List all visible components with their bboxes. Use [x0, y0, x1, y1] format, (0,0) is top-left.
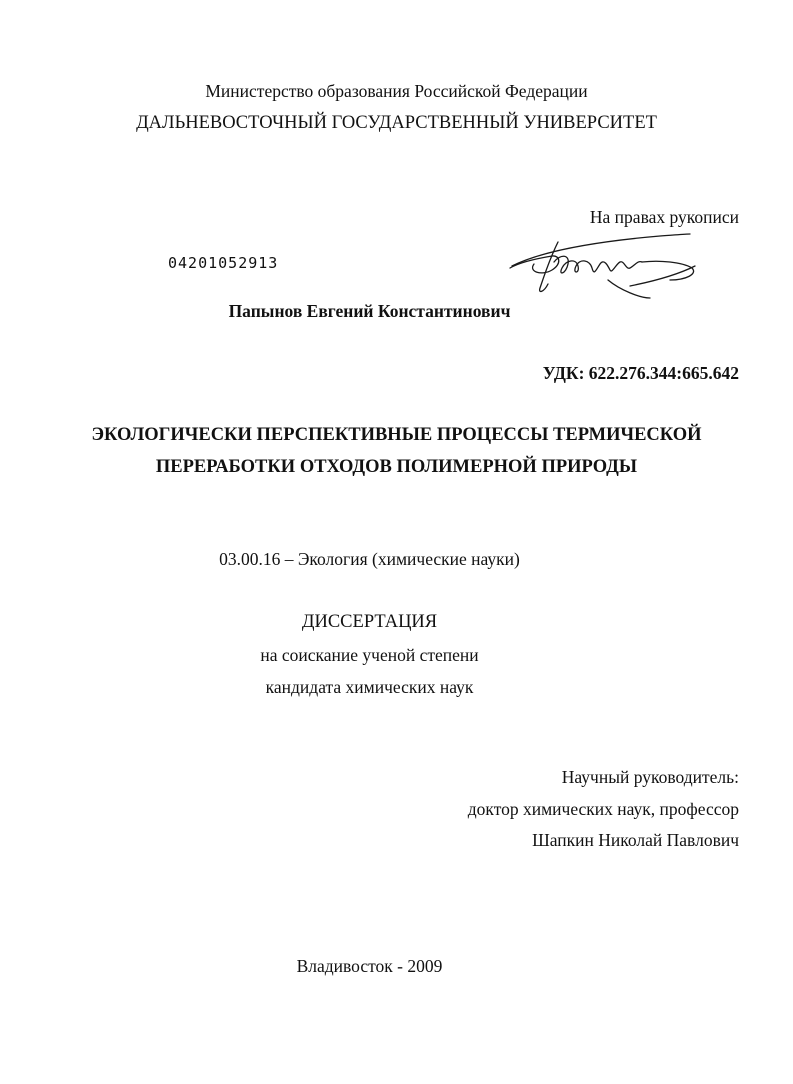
manuscript-note: На правах рукописи [589, 207, 739, 227]
signature-stroke [540, 242, 558, 291]
signature-stroke [510, 256, 559, 273]
supervisor-credentials: доктор химических наук, профессор [467, 799, 739, 819]
registration-number: 04201052913 [168, 254, 279, 272]
author-name: Папынов Евгений Константинович [228, 301, 511, 321]
degree-line-1: на соискание ученой степени [260, 645, 479, 665]
specialty-line: 03.00.16 – Экология (химические науки) [219, 549, 520, 569]
title-line-2: ПЕРЕРАБОТКИ ОТХОДОВ ПОЛИМЕРНОЙ ПРИРОДЫ [155, 457, 638, 477]
university-line: ДАЛЬНЕВОСТОЧНЫЙ ГОСУДАРСТВЕННЫЙ УНИВЕРСИТЕТ [136, 113, 657, 133]
signature-stroke [630, 266, 695, 286]
signature-image [500, 222, 705, 310]
city-year: Владивосток - 2009 [296, 956, 443, 976]
supervisor-label: Научный руководитель: [561, 767, 739, 787]
ministry-line: Министерство образования Российской Федерации [205, 81, 588, 101]
supervisor-name: Шапкин Николай Павлович [532, 830, 739, 850]
degree-line-2: кандидата химических наук [265, 677, 474, 697]
udc-code: УДК: 622.276.344:665.642 [542, 363, 739, 383]
signature-stroke [554, 256, 642, 273]
title-line-1: ЭКОЛОГИЧЕСКИ ПЕРСПЕКТИВНЫЕ ПРОЦЕССЫ ТЕРМИЧЕСКОЙ [91, 425, 702, 445]
degree-type: ДИССЕРТАЦИЯ [301, 612, 438, 632]
